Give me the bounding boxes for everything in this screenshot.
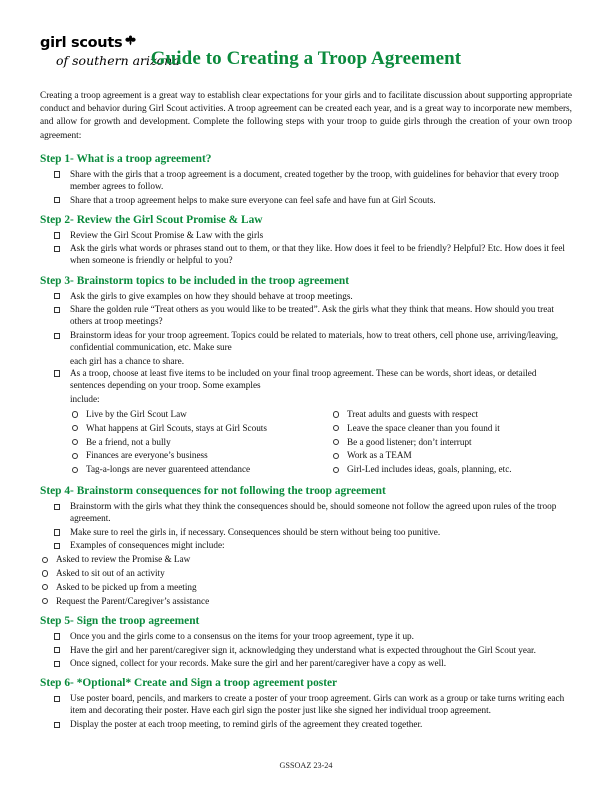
logo-line2: of southern arizona [56,53,180,68]
step-6-list [40,692,572,730]
list-item: Girl-Led includes ideas, goals, planning, etc. [331,463,572,475]
step-3-list-continued [40,367,572,391]
step-4-list [40,500,572,552]
list-item: Display the poster at each troop meeting, to remind girls of the agreement they created together. [54,718,572,730]
step-4-heading: Step 4- Brainstorm consequences for not following the troop agreement [40,485,386,497]
step-6 [40,677,572,730]
step-3-continuation-2: include: [70,393,100,404]
step-4-sublist [40,553,572,607]
list-item: Be a good listener; don’t interrupt [331,436,572,448]
list-item: Work as a TEAM [331,449,572,461]
step-3-examples [40,408,572,477]
step-3-examples-right-column [321,408,572,477]
list-item: Tag-a-longs are never guarenteed attendance [70,463,321,475]
step-5-list [40,630,572,669]
step-3 [40,275,572,477]
list-item: Request the Parent/Caregiver’s assistance [40,595,572,607]
document-footer: GSSOAZ 23-24 [279,761,333,770]
list-item: Asked to review the Promise & Law [40,553,572,565]
step-3-examples-right-list [331,408,572,476]
step-3-examples-left-column [70,408,321,477]
page-title: Guide to Creating a Troop Agreement [150,48,462,69]
list-item: Ask the girls what words or phrases stand out to them, or that they like. How does it feel to be friendly? Helpful? Etc. How does it feel when someone is friendly or helpful to you? [54,242,572,266]
list-item: Make sure to reel the girls in, if necessary. Consequences should be stern without being too punitive. [54,526,572,538]
list-item: Use poster board, pencils, and markers to create a poster of your troop agreement. Girls can work as a group or take turns writing each item and decorating their poster. Have each girl sign the poster just like she signed her individual troop agreement. [54,692,572,716]
list-item: Examples of consequences might include: [54,539,572,551]
list-item: Have the girl and her parent/caregiver sign it, acknowledging they understand what is expected throughout the Girl Scout year. [54,644,572,656]
trefoil-icon [124,35,137,48]
list-item: Be a friend, not a bully [70,436,321,448]
step-6-heading: Step 6- *Optional* Create and Sign a troop agreement poster [40,677,338,690]
step-1-heading: Step 1- What is a troop agreement? [40,152,212,165]
list-item: Once signed, collect for your records. Make sure the girl and her parent/caregiver have a copy as well. [54,657,572,669]
step-1 [40,153,572,206]
step-2-heading: Step 2- Review the Girl Scout Promise & Law [40,213,263,226]
intro-paragraph: Creating a troop agreement is a great way to establish clear expectations for your girls and to facilitate discussion about supporting appropriate conduct and behavior during Girl Scout activities. A troop agreement can be created each year, and is a great way to incorporate new members, and allow for growth and development. Complete the following steps with your troop to guide girls through the creation of your own troop agreement: [40,91,572,141]
list-item: Share the golden rule “Treat others as you would like to be treated”. Ask the girls what they think that means. How should you treat others at troop meetings? [54,303,572,327]
document-header [40,28,572,84]
list-item: Live by the Girl Scout Law [70,408,321,420]
step-3-continuation-1: each girl has a chance to share. [70,355,185,366]
list-item: Once you and the girls come to a consensus on the items for your troop agreement, type it up. [54,630,572,642]
step-3-heading: Step 3- Brainstorm topics to be included in the troop agreement [40,274,350,287]
list-item: Share that a troop agreement helps to make sure everyone can feel safe and have fun at Girl Scouts. [54,194,572,206]
list-item: Brainstorm ideas for your troop agreement. Topics could be related to materials, how to treat others, cell phone use, arriving/leaving, confidential communication, etc. Make sure [54,329,572,353]
step-3-list [40,290,572,354]
step-3-examples-left-list [70,408,321,476]
list-item: As a troop, choose at least five items to be included on your final troop agreement. These can be words, short ideas, or detailed sentences depending on your troop. Some examples [54,367,572,391]
list-item: Review the Girl Scout Promise & Law with the girls [54,229,572,241]
logo-line1: girl scouts [40,35,123,51]
list-item: Treat adults and guests with respect [331,408,572,420]
step-5-heading: Step 5- Sign the troop agreement [40,614,200,627]
step-4 [40,485,572,607]
list-item: Asked to be picked up from a meeting [40,581,572,593]
list-item: Leave the space cleaner than you found it [331,422,572,434]
list-item: Ask the girls to give examples on how they should behave at troop meetings. [54,290,572,302]
list-item: What happens at Girl Scouts, stays at Girl Scouts [70,422,321,434]
list-item: Share with the girls that a troop agreement is a document, created together by the troop, with guidelines for behavior that every troop member agrees to follow. [54,168,572,192]
step-2-list [40,229,572,267]
step-2 [40,214,572,267]
step-1-list [40,168,572,206]
list-item: Brainstorm with the girls what they think the consequences should be, should someone not follow the agreed upon rules of the troop agreement. [54,500,572,524]
list-item: Asked to sit out of an activity [40,567,572,579]
step-5 [40,615,572,669]
list-item: Finances are everyone’s business [70,449,321,461]
